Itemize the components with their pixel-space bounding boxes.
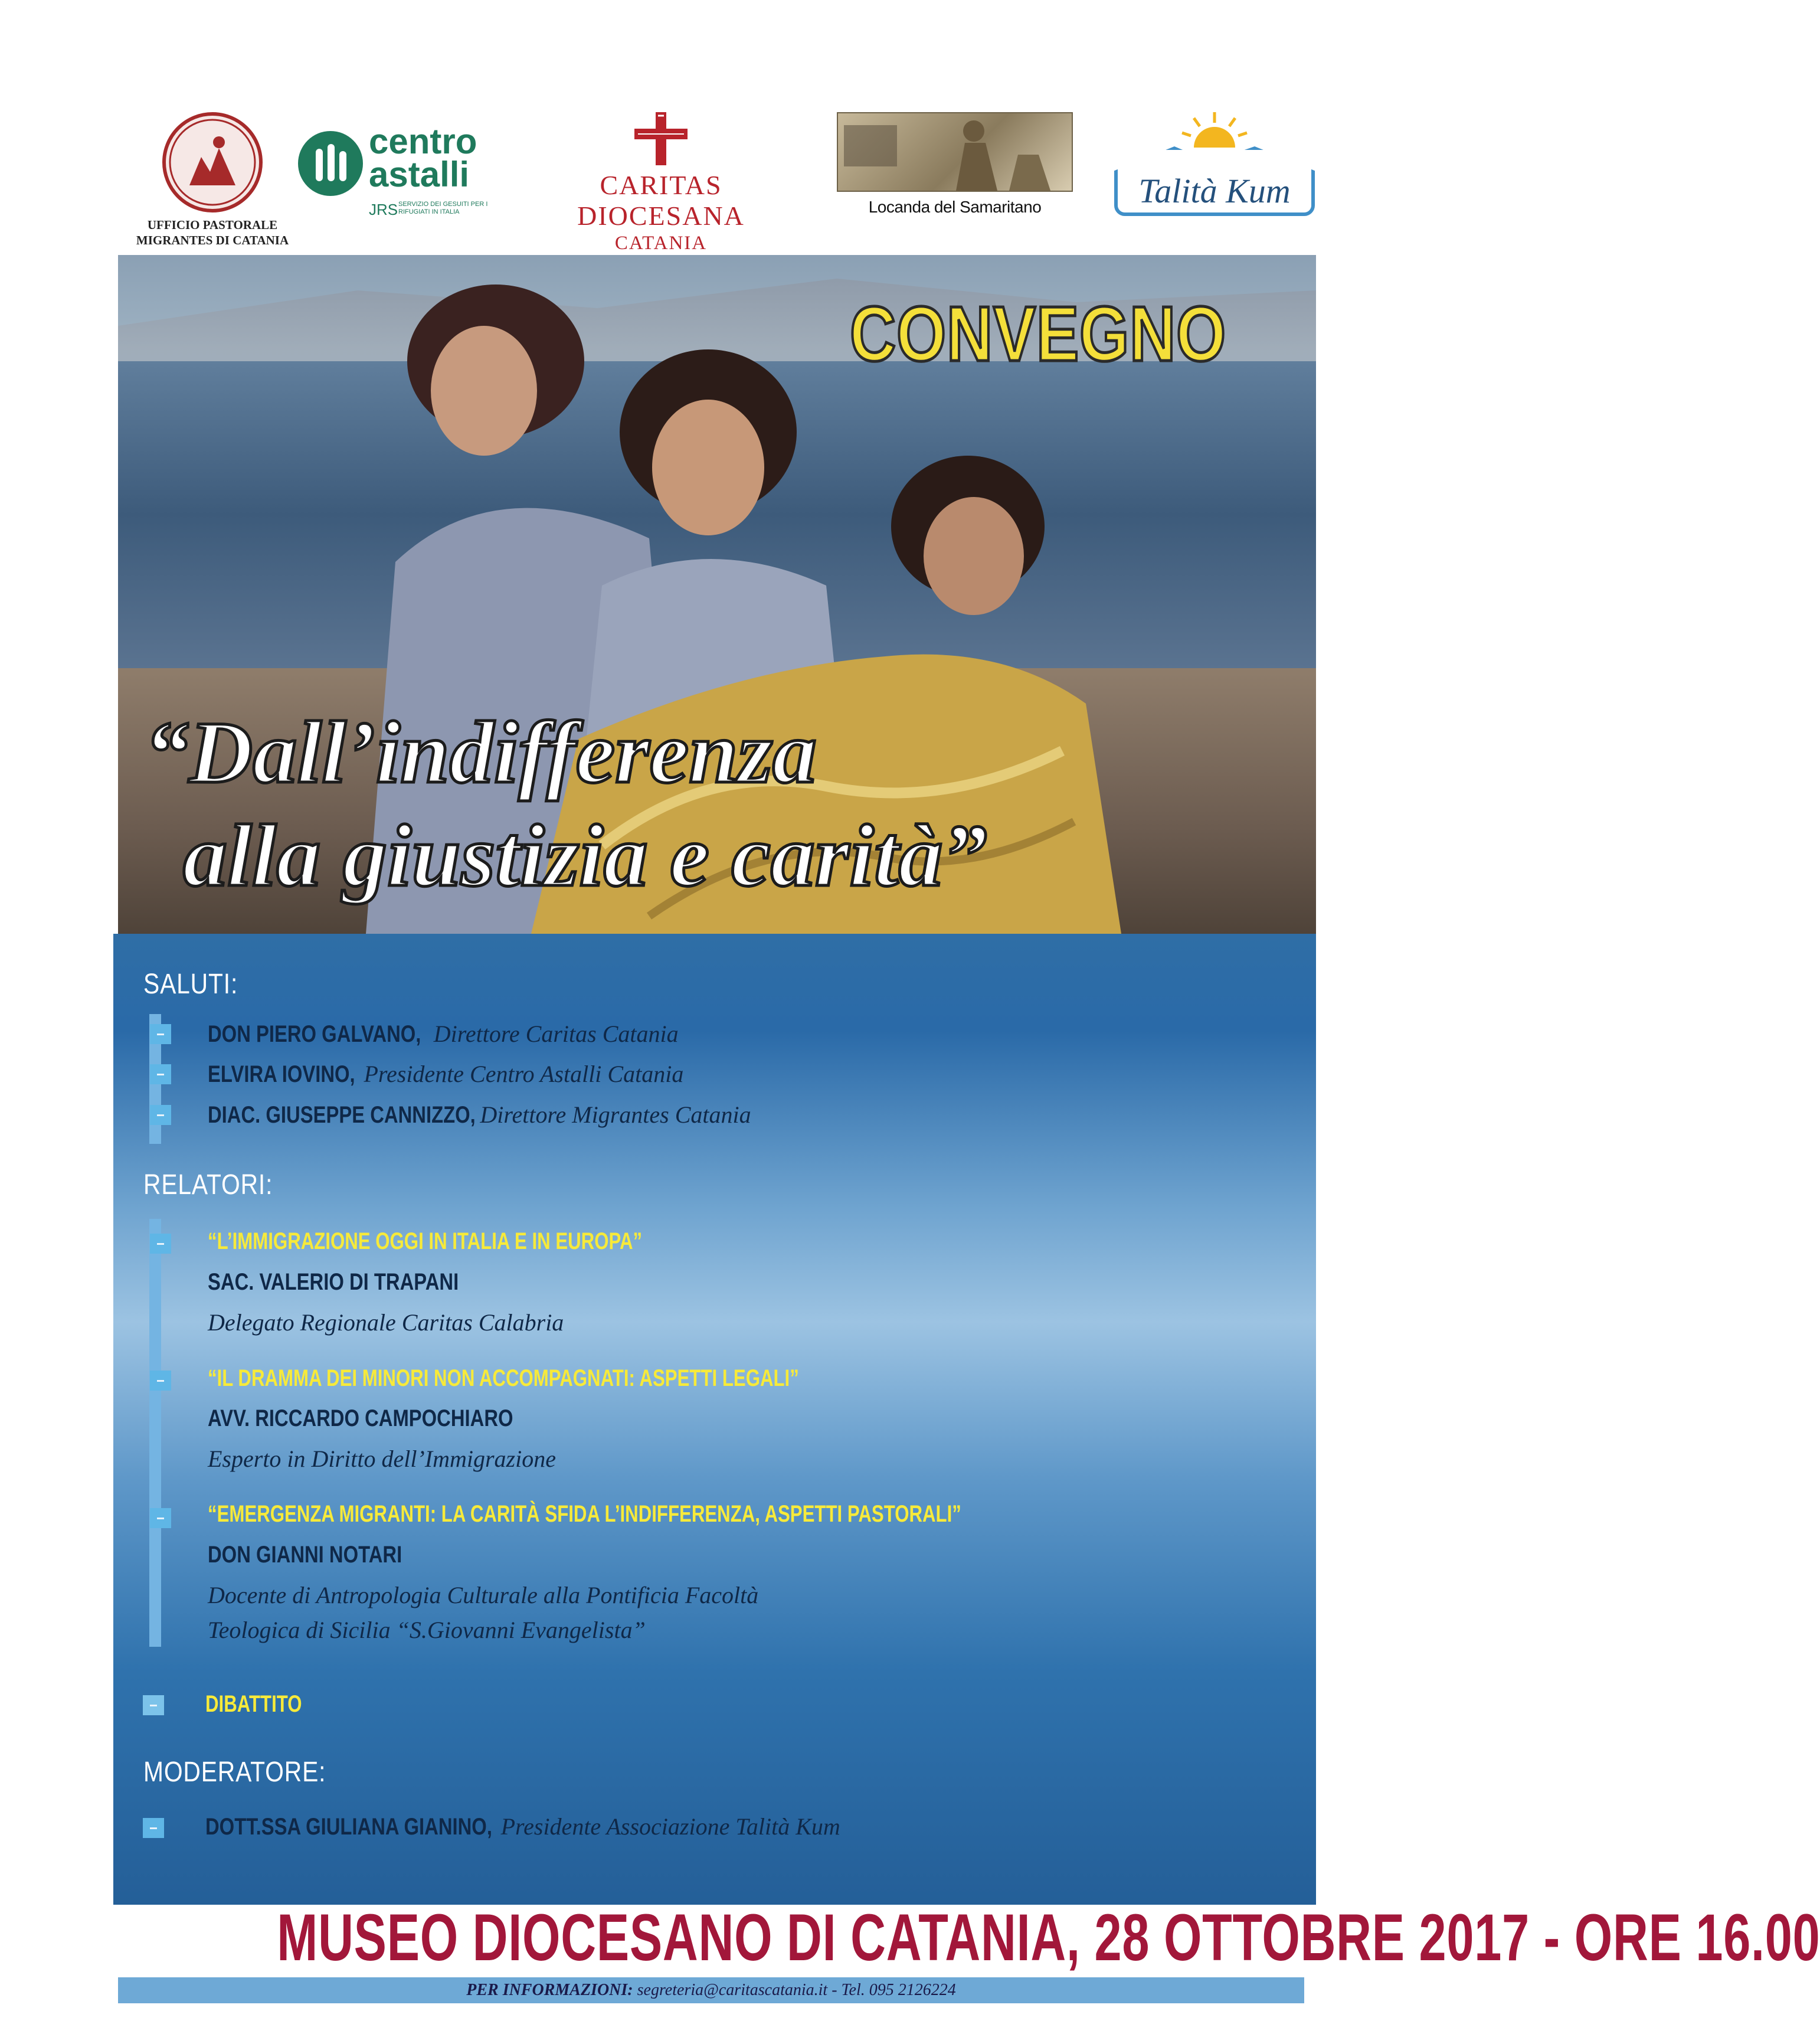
- moderatore-name: DOTT.SSA GIULIANA GIANINO,: [205, 1814, 492, 1840]
- speaker-name: SAC. VALERIO DI TRAPANI: [208, 1269, 459, 1295]
- caritas-name: CARITAS DIOCESANA: [577, 170, 745, 231]
- caritas-city: CATANIA: [614, 233, 708, 254]
- saluti-role: Direttore Migrantes Catania: [480, 1101, 751, 1128]
- moderatore-heading: MODERATORE:: [143, 1757, 326, 1788]
- talk-3-speaker-desc-line2: Teologica di Sicilia “S.Giovanni Evangelista”: [208, 1617, 646, 1643]
- relatori-bullet-3: [150, 1508, 171, 1528]
- talk-2-title: [208, 1363, 965, 1393]
- locanda-painting-icon: [837, 112, 1073, 192]
- info-email[interactable]: segreteria@caritascatania.it: [637, 1981, 828, 1999]
- talk-3-title: [208, 1499, 1174, 1529]
- logo-talita-kum: [1114, 112, 1315, 224]
- info-separator: -: [832, 1981, 837, 1999]
- saluti-role: Presidente Centro Astalli Catania: [364, 1061, 684, 1087]
- astalli-word-astalli: astalli: [369, 155, 470, 194]
- info-label: PER INFORMAZIONI:: [466, 1981, 633, 1999]
- logo-caritas: [519, 112, 803, 254]
- relatori-side-bar: [149, 1219, 161, 1647]
- locanda-caption: Locanda del Samaritano: [868, 198, 1042, 216]
- venue-date-time: MUSEO DIOCESANO DI CATANIA, 28 OTTOBRE 2017 - ORE 16.00: [277, 1901, 1820, 1974]
- saluti-name: DON PIERO GALVANO,: [208, 1021, 421, 1047]
- dibattito-bullet: [143, 1695, 164, 1715]
- migrantes-caption-line1: UFFICIO PASTORALE: [147, 218, 278, 232]
- event-title-line2: alla giustizia e carità”: [183, 807, 987, 905]
- moderatore-item: [205, 1812, 840, 1842]
- migrantes-seal-icon: [162, 112, 263, 212]
- talk-2-speaker-desc: Esperto in Diritto dell’Immigrazione: [208, 1446, 556, 1472]
- astalli-figures-icon: [298, 131, 363, 196]
- dibattito-label: DIBATTITO: [205, 1691, 302, 1717]
- talk-title: “EMERGENZA MIGRANTI: LA CARITÀ SFIDA L’INDIFFERENZA, ASPETTI PASTORALI”: [208, 1501, 961, 1527]
- saluti-bullet-2: [150, 1064, 171, 1084]
- event-title-line1: “Dall’indifferenza: [145, 704, 817, 802]
- talk-title: “L’IMMIGRAZIONE OGGI IN ITALIA E IN EUROPA”: [208, 1228, 643, 1254]
- talk-1-speaker: [208, 1267, 514, 1297]
- saluti-role: Direttore Caritas Catania: [433, 1021, 679, 1047]
- caritas-cross-icon: [634, 112, 688, 165]
- moderatore-bullet: [143, 1818, 164, 1838]
- relatori-bullet-1: [150, 1234, 171, 1254]
- saluti-item-1: [208, 1019, 679, 1049]
- astalli-jrs-subtitle: SERVIZIO DEI GESUITI PER I RIFUGIATI IN ITALIA: [398, 201, 488, 215]
- migrantes-caption-line2: MIGRANTES DI CATANIA: [136, 233, 289, 247]
- info-phone: Tel. 095 2126224: [841, 1981, 956, 1999]
- astalli-jrs: JRS: [369, 201, 398, 218]
- sun-icon: [1179, 112, 1250, 148]
- speaker-name: AVV. RICCARDO CAMPOCHIARO: [208, 1405, 513, 1431]
- saluti-name: DIAC. GIUSEPPE CANNIZZO,: [208, 1102, 476, 1128]
- event-kicker: CONVEGNO: [850, 290, 1227, 377]
- saluti-item-3: [208, 1100, 751, 1130]
- moderatore-role: Presidente Associazione Talità Kum: [500, 1813, 840, 1840]
- talk-title: “IL DRAMMA DEI MINORI NON ACCOMPAGNATI: ASPETTI LEGALI”: [208, 1365, 799, 1391]
- logo-locanda-samaritano: [837, 112, 1073, 227]
- talita-name: Talità Kum: [1138, 172, 1291, 210]
- talk-1-speaker-desc: Delegato Regionale Caritas Calabria: [208, 1309, 564, 1336]
- saluti-bullet-3: [150, 1105, 171, 1125]
- migrantes-caption: [124, 217, 301, 248]
- dibattito: [205, 1689, 329, 1719]
- saluti-heading: SALUTI:: [143, 969, 238, 1000]
- talk-3-speaker-desc-line1: Docente di Antropologia Culturale alla Pontificia Facoltà: [208, 1582, 759, 1608]
- info-line: [118, 1977, 1304, 2003]
- logo-centro-astalli: [298, 118, 493, 230]
- astalli-word-centro: centro: [369, 122, 477, 161]
- talk-2-speaker: [208, 1404, 580, 1433]
- talk-1-title: [208, 1227, 765, 1256]
- talk-3-speaker: [208, 1540, 444, 1569]
- saluti-item-2: [208, 1059, 683, 1089]
- saluti-name: ELVIRA IOVINO,: [208, 1061, 355, 1087]
- logo-migrantes: [124, 112, 301, 248]
- saluti-bullet-1: [150, 1024, 171, 1044]
- relatori-heading: RELATORI:: [143, 1169, 273, 1201]
- relatori-bullet-2: [150, 1371, 171, 1391]
- speaker-name: DON GIANNI NOTARI: [208, 1542, 402, 1568]
